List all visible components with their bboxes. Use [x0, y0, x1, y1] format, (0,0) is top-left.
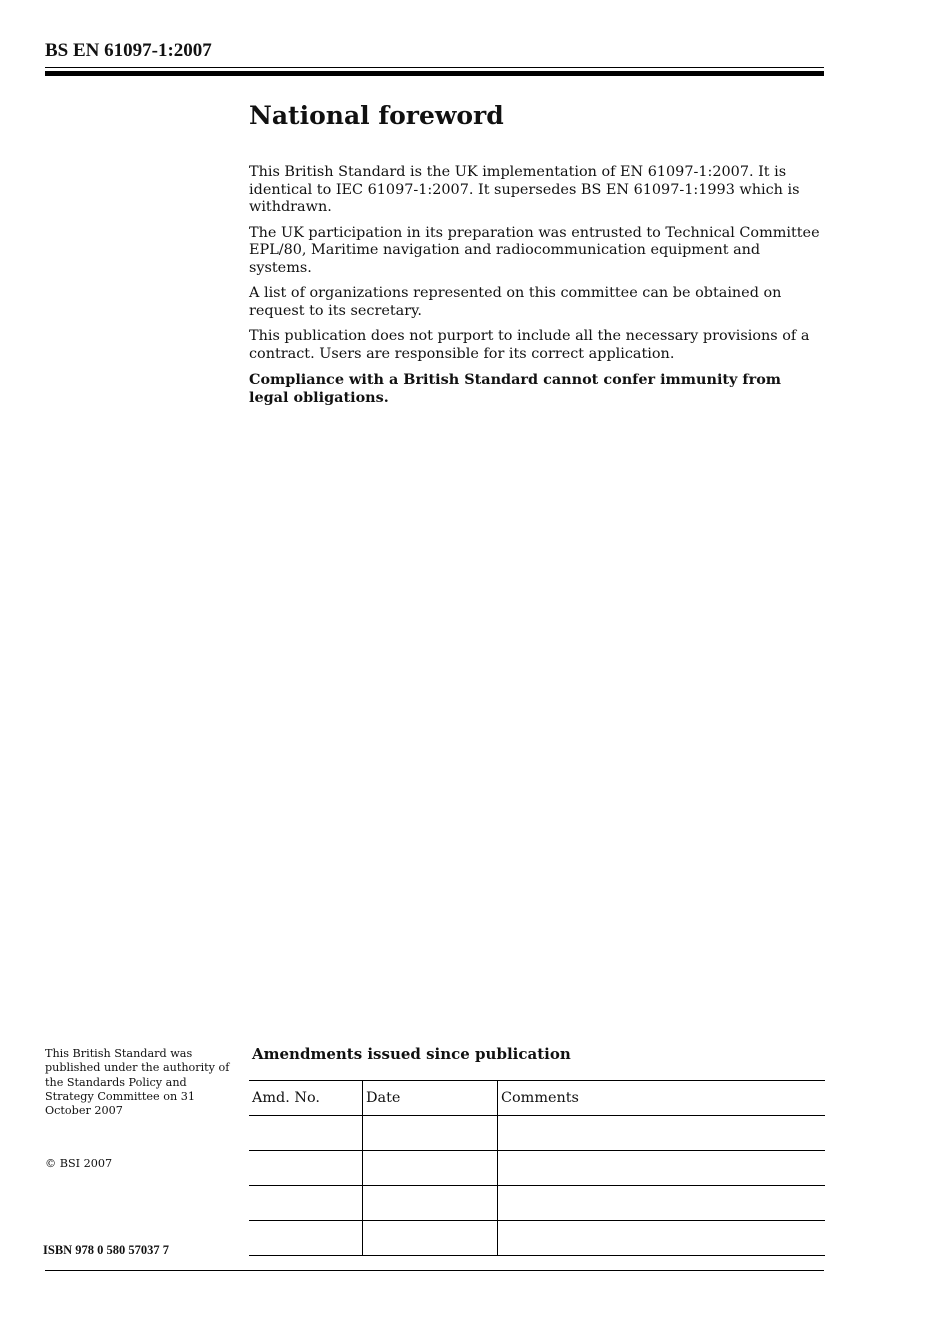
publication-note: This British Standard was published under the authority of the Standards Policy and Strategy Committee on 31 October 2007	[45, 1047, 230, 1118]
table-cell	[249, 1186, 363, 1221]
table-cell	[363, 1116, 498, 1151]
paragraph-committee: The UK participation in its preparation was entrusted to Technical Committee EPL/80, Maritime navigation and radiocommunication equipment and systems.	[249, 224, 820, 276]
footer-rule	[45, 1270, 824, 1271]
copyright-notice: © BSI 2007	[45, 1157, 113, 1170]
publication-sidebar	[45, 1047, 235, 1118]
table-row	[249, 1116, 825, 1151]
column-header-comments: Comments	[498, 1081, 826, 1116]
table-cell	[363, 1221, 498, 1256]
paragraph-implementation: This British Standard is the UK implementation of EN 61097-1:2007. It is identical to IEC 61097-1:2007. It supersedes BS EN 61097-1:1993 which is withdrawn.	[249, 164, 800, 215]
paragraph-organizations: A list of organizations represented on this committee can be obtained on request to its secretary.	[249, 285, 782, 319]
header-rule-thin	[45, 67, 824, 68]
table-cell	[249, 1151, 363, 1186]
foreword-body	[249, 164, 825, 414]
document-code: BS EN 61097-1:2007	[45, 40, 212, 61]
table-cell	[363, 1151, 498, 1186]
header-rule-thick	[45, 71, 824, 76]
table-row	[249, 1151, 825, 1186]
column-header-date: Date	[363, 1081, 498, 1116]
amendments-table	[249, 1080, 825, 1256]
table-row	[249, 1221, 825, 1256]
table-cell	[363, 1186, 498, 1221]
table-cell	[498, 1116, 826, 1151]
paragraph-provisions: This publication does not purport to include all the necessary provisions of a contract. Users are responsible for its correct application.	[249, 328, 810, 362]
table-cell	[498, 1186, 826, 1221]
column-header-amd-no: Amd. No.	[249, 1081, 363, 1116]
amendments-title: Amendments issued since publication	[252, 1045, 571, 1063]
paragraph-compliance: Compliance with a British Standard cannot confer immunity from legal obligations.	[249, 371, 782, 406]
table-cell	[249, 1116, 363, 1151]
page-title: National foreword	[249, 101, 504, 130]
table-cell	[498, 1151, 826, 1186]
table-cell	[498, 1221, 826, 1256]
table-cell	[249, 1221, 363, 1256]
table-header-row	[249, 1081, 825, 1116]
table-row	[249, 1186, 825, 1221]
isbn-number: ISBN 978 0 580 57037 7	[43, 1243, 170, 1257]
